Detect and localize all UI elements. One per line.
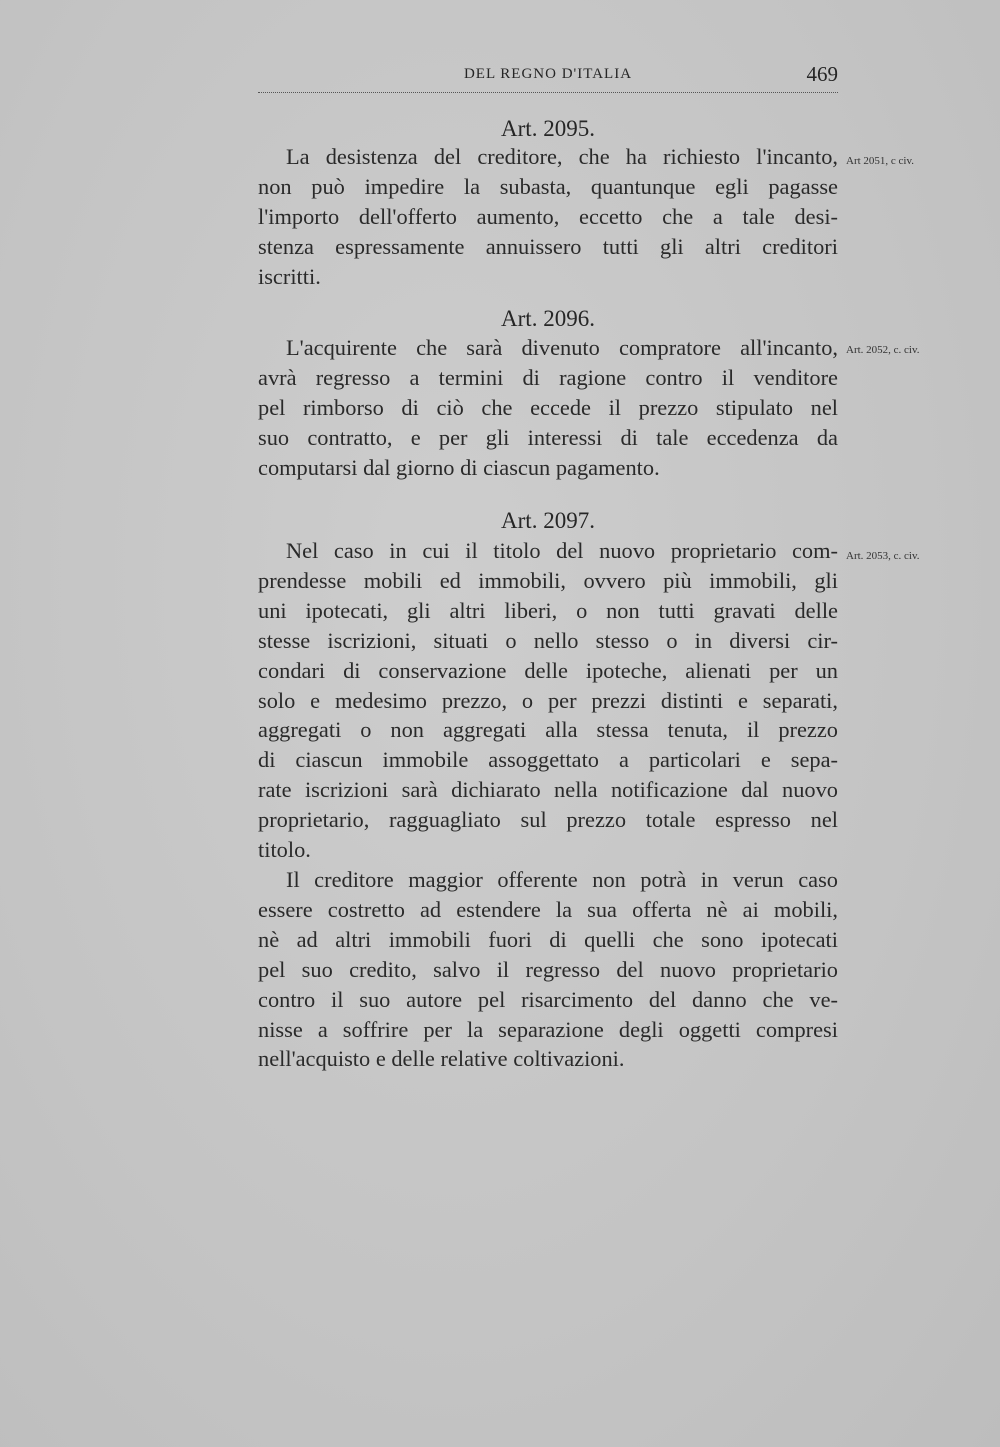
text-line: pel suo credito, salvo il regresso del nuovo proprietario [258,956,838,982]
article-2096-heading: Art. 2096. [501,306,595,331]
article-2095-margin-note: Art 2051, c civ. [846,155,915,167]
article-2097-margin-note: Art. 2053, c. civ. [846,550,920,562]
article-2096-margin-note: Art. 2052, c. civ. [846,344,920,356]
text-line: nisse a soffrire per la separazione degli oggetti compresi [258,1016,838,1042]
text-line: computarsi dal giorno di ciascun pagamento. [258,454,660,480]
article-2097-text [258,536,838,1074]
text-line: nè ad altri immobili fuori di quelli che sono ipotecati [258,926,838,952]
article-2095-text [258,142,838,292]
text-line: aggregati o non aggregati alla stessa tenuta, il prezzo [258,717,838,743]
text-line: suo contratto, e per gli interessi di tale eccedenza da [258,424,838,450]
running-header [258,64,838,93]
text-line: titolo. [258,837,311,863]
text-line: contro il suo autore pel risarcimento del danno che ve- [258,986,838,1012]
text-line: rate iscrizioni sarà dichiarato nella notificazione dal nuovo [258,777,838,803]
text-line: iscritti. [258,263,321,289]
text-line: l'importo dell'offerto aumento, eccetto che a tale desi- [258,203,838,229]
text-line: prendesse mobili ed immobili, ovvero più immobili, gli [258,567,838,593]
text-line: nell'acquisto e delle relative coltivazioni. [258,1046,625,1072]
text-line: non può impedire la subasta, quantunque egli pagasse [258,173,838,199]
text-line: di ciascun immobile assoggettato a particolari e sepa- [258,747,838,773]
text-line: avrà regresso a termini di ragione contro il venditore [258,364,838,390]
text-line: pel rimborso di ciò che eccede il prezzo stipulato nel [258,394,838,420]
text-line: solo e medesimo prezzo, o per prezzi distinti e separati, [258,687,838,713]
text-line: condari di conservazione delle ipoteche, alienati per un [258,657,838,683]
text-line: stenza espressamente annuissero tutti gli altri creditori [258,233,838,259]
text-line: proprietario, ragguagliato sul prezzo totale espresso nel [258,807,838,833]
text-line: Nel caso in cui il titolo del nuovo proprietario com- [286,538,838,563]
text-line: Il creditore maggior offerente non potrà in verun caso [286,866,838,892]
text-line: essere costretto ad estendere la sua offerta nè ai mobili, [258,896,838,922]
page-number: 469 [806,62,838,86]
text-line: stesse iscrizioni, situati o nello stesso o in diversi cir- [258,627,838,653]
text-line: L'acquirente che sarà divenuto compratore all'incanto, [286,335,838,360]
running-title: DEL REGNO D'ITALIA [463,66,633,82]
article-2097-heading: Art. 2097. [501,508,595,533]
text-line: La desistenza del creditore, che ha richiesto l'incanto, [286,144,838,169]
text-line: uni ipotecati, gli altri liberi, o non tutti gravati delle [258,597,838,623]
article-2095-heading: Art. 2095. [501,116,595,141]
article-2096-text [258,333,838,483]
